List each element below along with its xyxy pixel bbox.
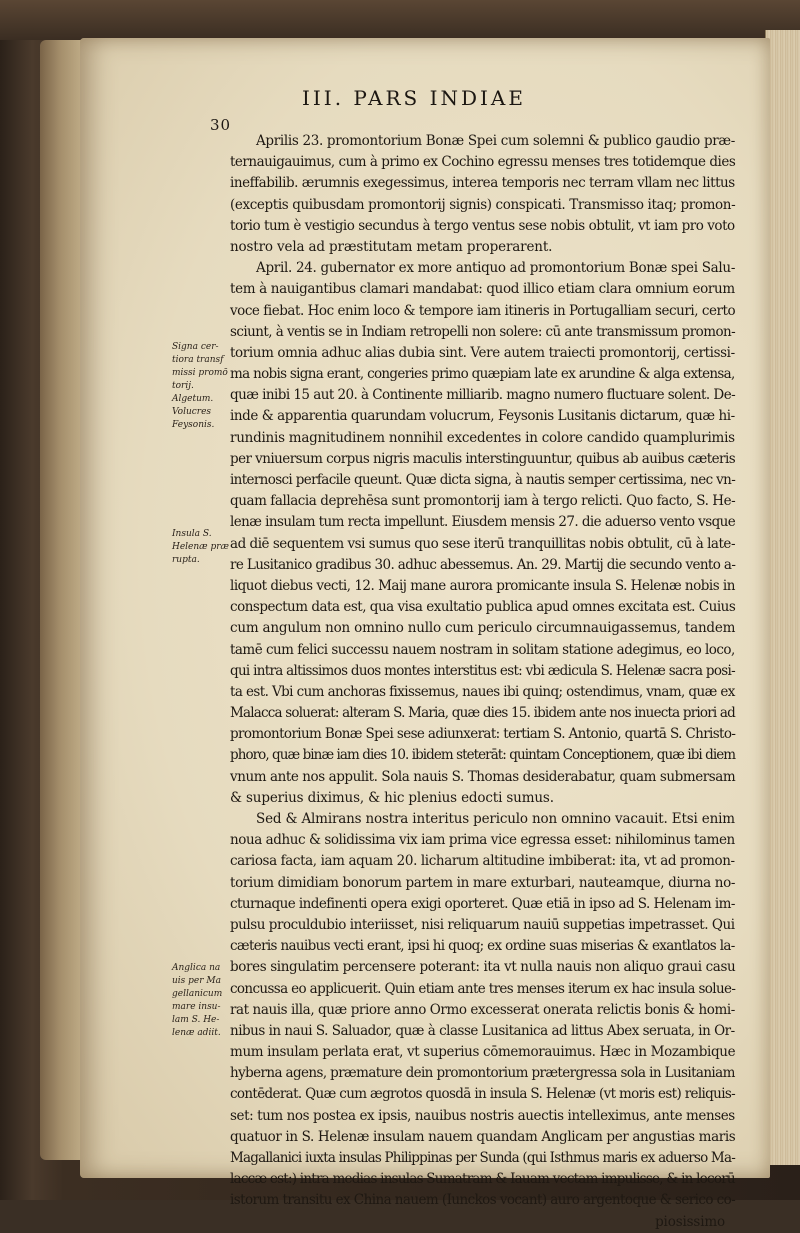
margin-note-line: torij. [172, 381, 194, 391]
text-line: Sed & Almirans nostra interitus periculo non omnino vacauit. Etsi enim [256, 811, 735, 827]
text-line: Magallanici iuxta insulas Philippinas per Sunda (qui Isthmus maris ex aduerso Ma- [230, 1150, 735, 1166]
margin-note-line: missi promō [172, 368, 228, 378]
text-line: re Lusitanico gradibus 30. adhuc abessemus. An. 29. Martij die secundo vento a- [230, 556, 736, 573]
text-line: torio tum è vestigio secundus à tergo ventus sese nobis obtulit, vt iam pro voto [230, 217, 735, 234]
text-line: tem à nauigantibus clamari mandabat: quod illico etiam clara omnium eorum [230, 281, 735, 298]
margin-note-line: gellanicum [172, 989, 223, 999]
margin-note-line: lam S. He- [172, 1015, 220, 1025]
text-line: contēderat. Quæ cum ægrotos quosdā in insula S. Helenæ (vt moris est) reliquis- [230, 1086, 736, 1103]
text-line: sciunt, à ventis se in Indiam retropelli non solere: cū ante transmissum promon- [230, 323, 736, 340]
margin-note-line: uis per Ma [172, 976, 221, 986]
text-line: concussa eo applicuerit. Quin etiam ante tres menses iterum ex hac insula solue- [230, 980, 736, 997]
text-line: liquot diebus vecti, 12. Maij mane aurora promicante insula S. Helenæ nobis in [230, 577, 735, 594]
text-line: per vniuersum corpus nigris maculis interstinguuntur, quibus ab auibus cæteris [230, 450, 736, 467]
text-line: inde & apparentia quarundam volucrum, Feysonis Lusitanis dictarum, quæ hi- [230, 408, 735, 425]
text-line: voce fiebat. Hoc enim loco & tempore iam itineris in Portugalliam securi, certo [230, 302, 736, 319]
text-line: ineffabilib. ærumnis exegessimus, interea temporis nec terram vllam nec littus [230, 175, 735, 192]
text-line: Malacca soluerat: alteram S. Maria, quæ dies 15. ibidem ante nos inuecta priori ad [230, 705, 735, 722]
margin-note-line: Feysonis. [172, 420, 215, 430]
text-line: cariosa facta, iam aquam 20. licharum altitudine imbiberat: ita, vt ad promon- [230, 853, 735, 870]
text-line: quam fallacia deprehēsa sunt promontorij iam à tergo relicti. Quo facto, S. He- [230, 493, 736, 510]
margin-note-signa [172, 341, 232, 432]
text-line: vnum ante nos appulit. Sola nauis S. Thomas desiderabatur, quam submersam [230, 768, 736, 785]
text-line: laccæ est:) intra medias insulas Sumatram & Iauam vectam impulisse, & in locorū [230, 1171, 735, 1188]
text-line: internosci perfacile queunt. Quæ dicta signa, à nautis semper certissima, nec vn- [230, 472, 736, 488]
text-line: rat nauis illa, quæ priore anno Ormo excesserat onerata relictis bonis & homi- [230, 1001, 735, 1018]
page-header [210, 86, 730, 134]
page-number: 30 [210, 116, 232, 134]
text-line: cæteris nauibus vecti erant, ipsi hi quoq; ex ordine suas miserias & exantlatos la- [230, 938, 735, 955]
text-line: mum insulam perlata erat, vt superius cōmemorauimus. Hæc in Mozambique [230, 1044, 736, 1061]
margin-note-line: lenæ adiit. [172, 1028, 221, 1038]
text-line: pulsu proculdubio interiisset, nisi reliquarum nauiū suppetias impetrasset. Qui [230, 916, 735, 933]
text-line: cturnaque indefinenti opera exigi oporteret. Quæ etiā in ipso ad S. Helenam im- [230, 895, 735, 912]
text-line: hyberna agens, præmature dein promontorium prætergressa sola in Lusitaniam [230, 1065, 735, 1082]
text-line: (exceptis quibusdam promontorij signis) conspicati. Transmisso itaq; promon- [230, 196, 736, 213]
book-cover-edge [0, 0, 800, 40]
text-line: quæ inibi 15 aut 20. à Continente milliarib. magno numero fluctuare solent. De- [230, 387, 736, 404]
text-line: rundinis magnitudinem nonnihil excedentes in colore candido quamplurimis [230, 429, 735, 446]
margin-note-helena [172, 528, 232, 567]
margin-note-line: Insula S. [172, 529, 212, 539]
margin-note-line: mare insu- [172, 1002, 221, 1012]
page-fore-edge [765, 30, 800, 1165]
text-line: ternauigauimus, cum à primo ex Cochino egressu menses tres totidemque dies [230, 154, 736, 171]
text-line: phoro, quæ binæ iam dies 10. ibidem steterāt: quintam Conceptionem, quæ ibi diem [230, 747, 736, 764]
text-line: conspectum data est, qua visa exultatio publica apud omnes excitata est. Cuius [230, 599, 736, 616]
text-line: tamē cum felici successu nauem nostram in solitam statione adegimus, eo loco, [230, 641, 735, 658]
text-line: bores singulatim percensere poterant: ita vt nulla nauis non aliquo graui casu [230, 959, 736, 976]
text-line: nibus in naui S. Saluador, quæ à classe Lusitanica ad littus Abex seruata, in Or- [230, 1022, 735, 1039]
text-line: ma nobis signa erant, congeries primo quæpiam late ex arundine & alga extensa, [230, 366, 735, 383]
text-line: & superius diximus, & hic plenius edocti sumus. [230, 789, 554, 806]
text-line: nostro vela ad præstitutam metam properarent. [230, 238, 553, 255]
text-line: Aprilis 23. promontorium Bonæ Spei cum solemni & publico gaudio præ- [256, 133, 736, 149]
text-line: ad diē sequentem vsi sumus quo sese iterū tranquillitas nobis obtulit, cū à late- [230, 535, 736, 552]
text-line: set: tum nos postea ex ipsis, nauibus nostris auectis intelleximus, ante menses [230, 1107, 735, 1124]
text-line: quatuor in S. Helenæ insulam nauem quandam Anglicam per angustias maris [230, 1128, 736, 1145]
margin-note-line: Algetum. [172, 394, 214, 404]
text-line: noua adhuc & solidissima vix iam prima vice egressa esset: nihilominus tamen [230, 832, 735, 849]
text-line: April. 24. gubernator ex more antiquo ad promontorium Bonæ spei Salu- [256, 260, 736, 277]
text-line: torium dimidiam bonorum partem in mare exturbari, nauteamque, diurna no- [230, 874, 736, 891]
margin-note-line: Volucres [172, 407, 212, 417]
text-line: promontorium Bonæ Spei sese adiunxerat: tertiam S. Antonio, quartā S. Christo- [230, 726, 736, 743]
text-line: torium omnia adhuc alias dubia sint. Vere autem traiecti promontorij, certissi- [230, 344, 735, 361]
margin-note-line: Anglica na [172, 963, 221, 973]
margin-note-line: Signa cer- [172, 342, 219, 352]
margin-note-line: rupta. [172, 555, 200, 565]
text-line: istorum transitu ex China nauem (Iunckos vocant) auro argentoque & serico co- [230, 1192, 736, 1209]
text-line: qui intra altissimos duos montes interstitus est: vbi ædicula S. Helenæ sacra posi- [230, 662, 735, 679]
margin-note-line: tiora transf [172, 355, 224, 365]
text-line: cum angulum non omnino nullo cum periculo circumnauigassemus, tandem [230, 620, 736, 637]
text-line: piosissimo [655, 1213, 725, 1230]
body-text [230, 131, 735, 1233]
text-line: ta est. Vbi cum anchoras fixissemus, naues ibi quinq; ostendimus, vnam, quæ ex [230, 683, 735, 700]
margin-note-anglica [172, 962, 232, 1040]
margin-note-line: Helenæ præ [172, 542, 230, 552]
text-line: lenæ insulam tum recta impellunt. Eiusdem mensis 27. die aduerso vento vsque [230, 514, 736, 531]
running-head: III. PARS INDIAE [302, 86, 526, 110]
